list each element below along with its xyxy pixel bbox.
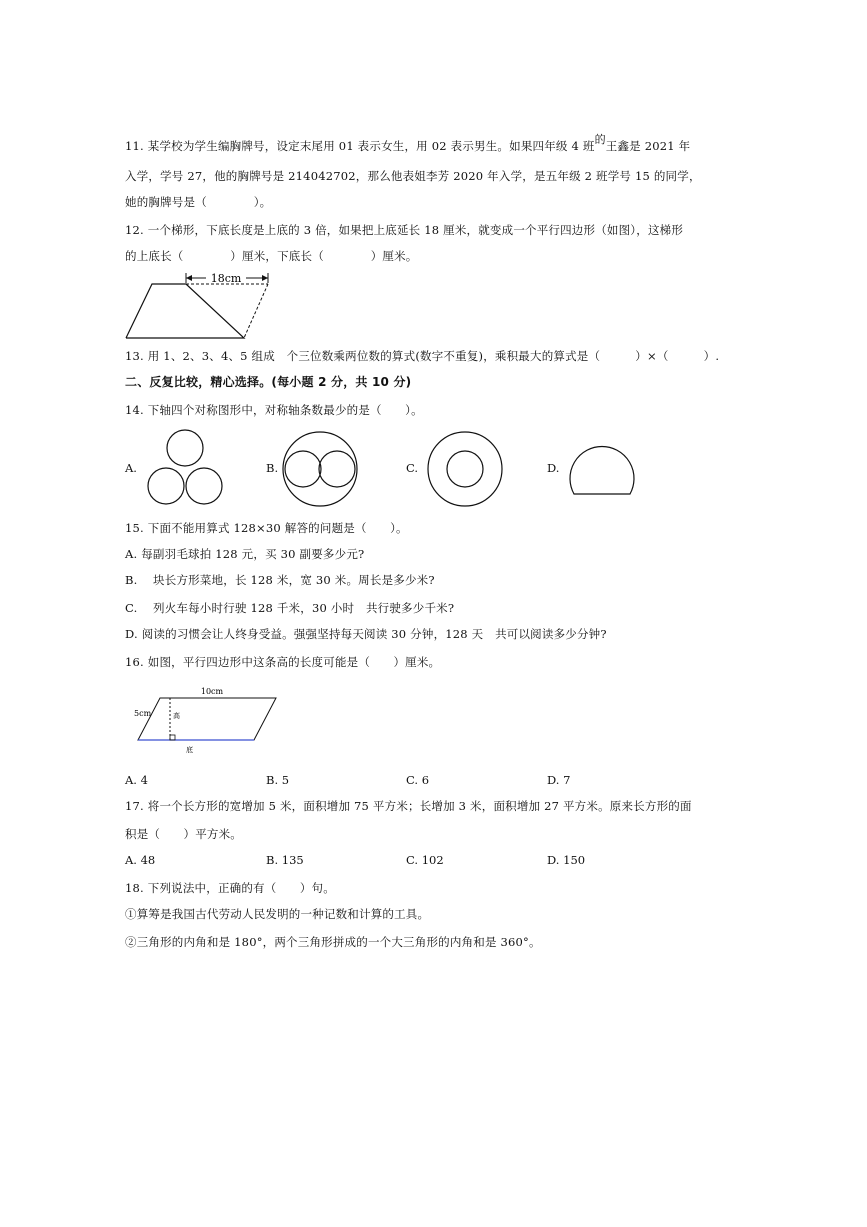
parallelogram-figure xyxy=(130,684,280,756)
q15-option-b: B. 块长方形菜地，长 128 米，宽 30 米。周长是多少米? xyxy=(125,573,435,587)
cut-circle-figure xyxy=(564,436,640,502)
q16-line1: 16. 如图，平行四边形中这条高的长度可能是（ ）厘米。 xyxy=(125,655,441,669)
q14-option-c: C. xyxy=(406,461,419,475)
q13-line1: 13. 用 1、2、3、4、5 组成 个三位数乘两位数的算式(数字不重复)，乘积最大的算式是（ ）×（ ）. xyxy=(125,349,720,363)
q16-fig-side-label: 5cm xyxy=(134,709,152,718)
q18-statement-1: ①算筹是我国古代劳动人民发明的一种记数和计算的工具。 xyxy=(125,907,430,921)
q16-fig-base-label: 底 xyxy=(186,746,193,754)
q14-option-d: D. xyxy=(547,461,560,475)
q15-option-a: A. 每副羽毛球拍 128 元，买 30 副要多少元? xyxy=(125,547,365,561)
q11-line1 xyxy=(125,133,691,155)
q14-option-a: A. xyxy=(125,461,137,475)
circle-two-circles-figure xyxy=(280,428,362,510)
q16-option-c: C. 6 xyxy=(406,773,430,787)
q16-fig-height-label: 高 xyxy=(173,712,180,720)
trapezoid-figure xyxy=(120,268,280,344)
q11-line3: 她的胸牌号是（ ）。 xyxy=(125,195,272,209)
q17-line2: 积是（ ）平方米。 xyxy=(125,827,242,841)
q17-option-c: C. 102 xyxy=(406,853,444,867)
q15-option-d: D. 阅读的习惯会让人终身受益。强强坚持每天阅读 30 分钟，128 天 共可以阅读多少分钟? xyxy=(125,627,607,641)
q17-line1: 17. 将一个长方形的宽增加 5 米，面积增加 75 平方米；长增加 3 米，面积增加 27 平方米。原来长方形的面 xyxy=(125,799,692,813)
q11-line2: 入学，学号 27，他的胸牌号是 214042702，那么他表姐李芳 2020 年入学，是五年级 2 班学号 15 的同学， xyxy=(125,169,701,183)
q18-statement-2: ②三角形的内角和是 180°，两个三角形拼成的一个大三角形的内角和是 360°。 xyxy=(125,935,541,949)
q12-line1: 12. 一个梯形，下底长度是上底的 3 倍，如果把上底延长 18 厘米，就变成一个平行四边形（如图），这梯形 xyxy=(125,223,684,237)
section2-title: 二、反复比较，精心选择。(每小题 2 分，共 10 分) xyxy=(125,375,412,389)
q15-option-c: C. 列火车每小时行驶 128 千米，30 小时 共行驶多少千米? xyxy=(125,601,455,615)
q16-option-b: B. 5 xyxy=(266,773,290,787)
q11-line1-b: 王鑫是 2021 年 xyxy=(605,139,691,153)
q14-option-b: B. xyxy=(266,461,279,475)
q17-option-a: A. 48 xyxy=(125,853,156,867)
q16-fig-top-label: 10cm xyxy=(200,687,224,696)
q17-option-d: D. 150 xyxy=(547,853,586,867)
q15-line1: 15. 下面不能用算式 128×30 解答的问题是（ ）。 xyxy=(125,521,408,535)
q11-line1-a: 11. 某学校为学生编胸牌号，设定末尾用 01 表示女生，用 02 表示男生。如果四年级 4 班 xyxy=(125,139,595,153)
q18-line1: 18. 下列说法中，正确的有（ ）句。 xyxy=(125,881,335,895)
q12-line2: 的上底长（ ）厘米，下底长（ ）厘米。 xyxy=(125,249,418,263)
q14-line1: 14. 下轴四个对称图形中，对称轴条数最少的是（ ）。 xyxy=(125,403,423,417)
three-circles-figure xyxy=(142,428,230,510)
q16-option-d: D. 7 xyxy=(547,773,571,787)
q12-fig-label: 18cm xyxy=(210,272,242,285)
q11-line1-sup: 的 xyxy=(594,133,606,146)
q17-option-b: B. 135 xyxy=(266,853,304,867)
q16-option-a: A. 4 xyxy=(125,773,148,787)
concentric-circles-figure xyxy=(424,428,506,510)
